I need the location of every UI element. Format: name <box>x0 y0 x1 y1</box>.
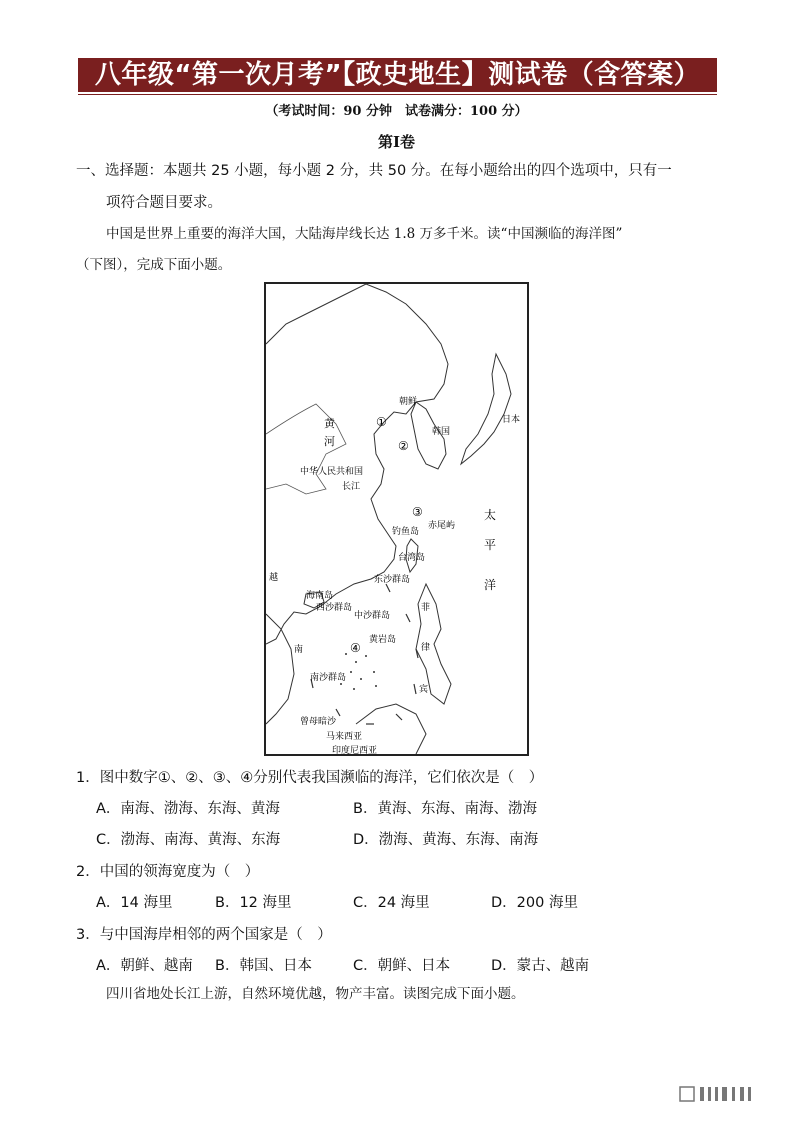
label-diaoyu: 钓鱼岛 <box>392 527 420 537</box>
intro-line1: 中国是世界上重要的海洋大国，大陆海岸线长达 1.8 万多千米。读“中国濒临的海洋图” <box>106 226 623 242</box>
question-2-option-d[interactable]: D．200 海里 <box>491 895 578 911</box>
label-fei: 菲 <box>421 603 431 613</box>
question-3-stem: 3．与中国海岸相邻的两个国家是（ ） <box>76 927 332 943</box>
label-korea-south: 韩国 <box>432 427 451 437</box>
label-huang: 黄 <box>324 417 335 430</box>
label-xisha: 西沙群岛 <box>316 603 353 613</box>
question-2-option-c[interactable]: C．24 海里 <box>353 895 430 911</box>
label-dongsha: 东沙群岛 <box>374 575 411 585</box>
label-lv: 律 <box>421 643 431 653</box>
nansha-dots <box>340 653 377 690</box>
label-sea-4: ④ <box>350 641 361 655</box>
question-2-option-b[interactable]: B．12 海里 <box>215 895 292 911</box>
label-chiwei: 赤尾屿 <box>428 521 456 531</box>
volume-heading: 第Ⅰ卷 <box>377 133 416 151</box>
question-3-option-b[interactable]: B．韩国、日本 <box>215 958 312 974</box>
question-1-option-a[interactable]: A．南海、渤海、东海、黄海 <box>96 801 280 817</box>
label-taiping-2: 平 <box>484 538 497 552</box>
japan-islands <box>461 354 511 464</box>
exam-meta: （考试时间：90 分钟 试卷满分：100 分） <box>265 104 528 119</box>
label-sea-2: ② <box>398 439 409 453</box>
question-3-option-a[interactable]: A．朝鲜、越南 <box>96 958 193 974</box>
label-sea-1: ① <box>376 415 387 429</box>
label-zengmu: 曾母暗沙 <box>300 717 337 727</box>
label-korea-north: 朝鲜 <box>399 397 418 407</box>
china-seas-map <box>264 282 529 756</box>
question-1-option-c[interactable]: C．渤海、南海、黄海、东海 <box>96 832 281 848</box>
question-1-option-b[interactable]: B．黄海、东海、南海、渤海 <box>353 801 537 817</box>
page-title: 八年级“第一次月考”【政史地生】测试卷（含答案） <box>78 58 717 92</box>
mainland-coastline <box>266 284 451 644</box>
question-1-stem: 1．图中数字①、②、③、④分别代表我国濒临的海洋，它们依次是（ ） <box>76 770 544 786</box>
outro-text: 四川省地处长江上游，自然环境优越，物产丰富。读图完成下面小题。 <box>106 986 525 1002</box>
label-prc: 中华人民共和国 <box>300 467 364 477</box>
question-2-stem: 2．中国的领海宽度为（ ） <box>76 864 260 880</box>
title-underline <box>78 94 717 95</box>
label-yue: 越 <box>269 573 279 583</box>
question-2-option-a[interactable]: A．14 海里 <box>96 895 173 911</box>
watermark-icon <box>660 1084 770 1106</box>
label-taiping-3: 洋 <box>484 578 497 592</box>
label-taiwan: 台湾岛 <box>398 553 426 563</box>
label-malaysia: 马来西亚 <box>326 732 363 742</box>
label-nansha: 南沙群岛 <box>310 673 347 683</box>
label-sea-3: ③ <box>412 505 423 519</box>
question-3-option-d[interactable]: D．蒙古、越南 <box>491 958 590 974</box>
label-he: 河 <box>324 435 335 448</box>
intro-line2: （下图），完成下面小题。 <box>76 257 232 273</box>
label-hainan: 海南岛 <box>306 591 334 601</box>
section-instructions-line2: 项符合题目要求。 <box>106 195 222 211</box>
question-1-option-d[interactable]: D．渤海、黄海、东海、南海 <box>353 832 539 848</box>
label-bin: 宾 <box>419 685 429 695</box>
label-huangyan: 黄岩岛 <box>369 635 397 645</box>
label-indonesia: 印度尼西亚 <box>332 746 378 754</box>
section-instructions-line1: 一、选择题：本题共 25 小题，每小题 2 分，共 50 分。在每小题给出的四个选项中，只有一 <box>76 163 672 179</box>
label-changjiang: 长江 <box>342 482 361 492</box>
label-taiping-1: 太 <box>484 508 497 522</box>
question-3-option-c[interactable]: C．朝鲜、日本 <box>353 958 451 974</box>
label-japan: 日本 <box>502 415 521 425</box>
label-nan: 南 <box>294 645 304 655</box>
label-zhongsha: 中沙群岛 <box>354 611 391 621</box>
